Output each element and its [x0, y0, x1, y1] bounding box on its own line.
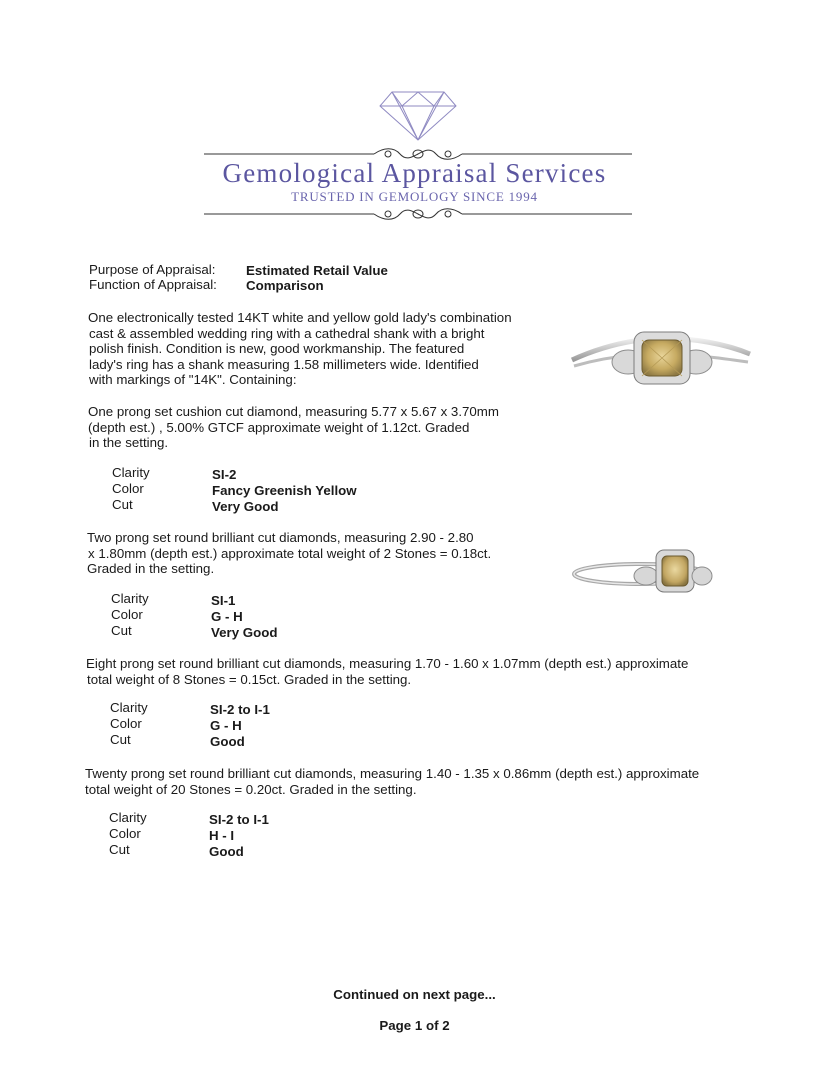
description-line: One electronically tested 14KT white and yellow gold lady's combination	[88, 310, 512, 325]
purpose-label: Purpose of Appraisal:	[89, 262, 216, 277]
stone-3-description	[86, 656, 688, 687]
grade-value-color: G - H	[210, 718, 242, 733]
grade-label-color: Color	[111, 607, 143, 622]
stone-description-line: x 1.80mm (depth est.) approximate total weight of 2 Stones = 0.18ct.	[88, 545, 492, 561]
grade-value-cut: Very Good	[212, 499, 279, 514]
item-description	[88, 310, 512, 388]
grade-value-cut: Good	[210, 734, 245, 749]
grade-label-color: Color	[112, 481, 144, 496]
page-number: Page 1 of 2	[379, 1018, 450, 1033]
grade-label-color: Color	[110, 716, 142, 731]
stone-2-description	[87, 530, 491, 577]
description-line: with markings of "14K". Containing:	[89, 372, 297, 388]
company-tagline: TRUSTED IN GEMOLOGY SINCE 1994	[291, 189, 538, 204]
grade-label-color: Color	[109, 826, 141, 841]
stone-1-description	[88, 404, 499, 451]
continued-note: Continued on next page...	[333, 987, 496, 1002]
stone-description-line: One prong set cushion cut diamond, measuring 5.77 x 5.67 x 3.70mm	[88, 404, 499, 419]
grade-value-clarity: SI-1	[211, 593, 236, 608]
description-line: polish finish. Condition is new, good workmanship. The featured	[89, 341, 465, 357]
company-name: Gemological Appraisal Services	[222, 158, 607, 188]
diamond-logo-icon	[378, 90, 458, 142]
description-line: lady's ring has a shank measuring 1.58 millimeters wide. Identified	[89, 356, 479, 372]
stone-description-line: total weight of 20 Stones = 0.20ct. Graded in the setting.	[85, 781, 417, 797]
grade-value-clarity: SI-2 to I-1	[209, 812, 269, 827]
grade-value-clarity: SI-2 to I-1	[210, 702, 270, 717]
grade-label-cut: Cut	[111, 623, 132, 638]
grade-value-color: H - I	[209, 828, 235, 843]
grade-label-cut: Cut	[110, 732, 131, 747]
stone-description-line: Two prong set round brilliant cut diamonds, measuring 2.90 - 2.80	[87, 530, 474, 545]
stone-description-line: Graded in the setting.	[87, 561, 215, 577]
grade-value-clarity: SI-2	[212, 467, 237, 482]
grade-label-clarity: Clarity	[110, 700, 148, 715]
grade-label-clarity: Clarity	[111, 591, 149, 606]
stone-description-line: (depth est.) , 5.00% GTCF approximate weight of 1.12ct. Graded	[88, 419, 470, 435]
stone-description-line: in the setting.	[89, 435, 169, 451]
purpose-value: Estimated Retail Value	[246, 263, 388, 278]
grade-value-color: G - H	[211, 609, 243, 624]
stone-description-line: total weight of 8 Stones = 0.15ct. Graded in the setting.	[87, 671, 412, 687]
stone-description-line: Eight prong set round brilliant cut diamonds, measuring 1.70 - 1.60 x 1.07mm (depth est.) approximate	[86, 656, 689, 671]
grade-value-cut: Very Good	[211, 625, 278, 640]
ring-photo-top-view	[568, 318, 754, 400]
grade-value-cut: Good	[209, 844, 244, 859]
function-value: Comparison	[246, 278, 324, 293]
ring-photo-side-view	[570, 540, 750, 600]
description-line: cast & assembled wedding ring with a cathedral shank with a bright	[89, 325, 485, 341]
stone-4-description	[85, 766, 699, 797]
grade-value-color: Fancy Greenish Yellow	[212, 483, 357, 498]
function-label: Function of Appraisal:	[89, 277, 217, 292]
stone-description-line: Twenty prong set round brilliant cut diamonds, measuring 1.40 - 1.35 x 0.86mm (depth est.) approximate	[85, 766, 700, 781]
header-bottom-rule	[204, 205, 632, 223]
grade-label-clarity: Clarity	[109, 810, 147, 825]
grade-label-cut: Cut	[109, 842, 130, 857]
grade-label-cut: Cut	[112, 497, 133, 512]
grade-label-clarity: Clarity	[112, 465, 150, 480]
